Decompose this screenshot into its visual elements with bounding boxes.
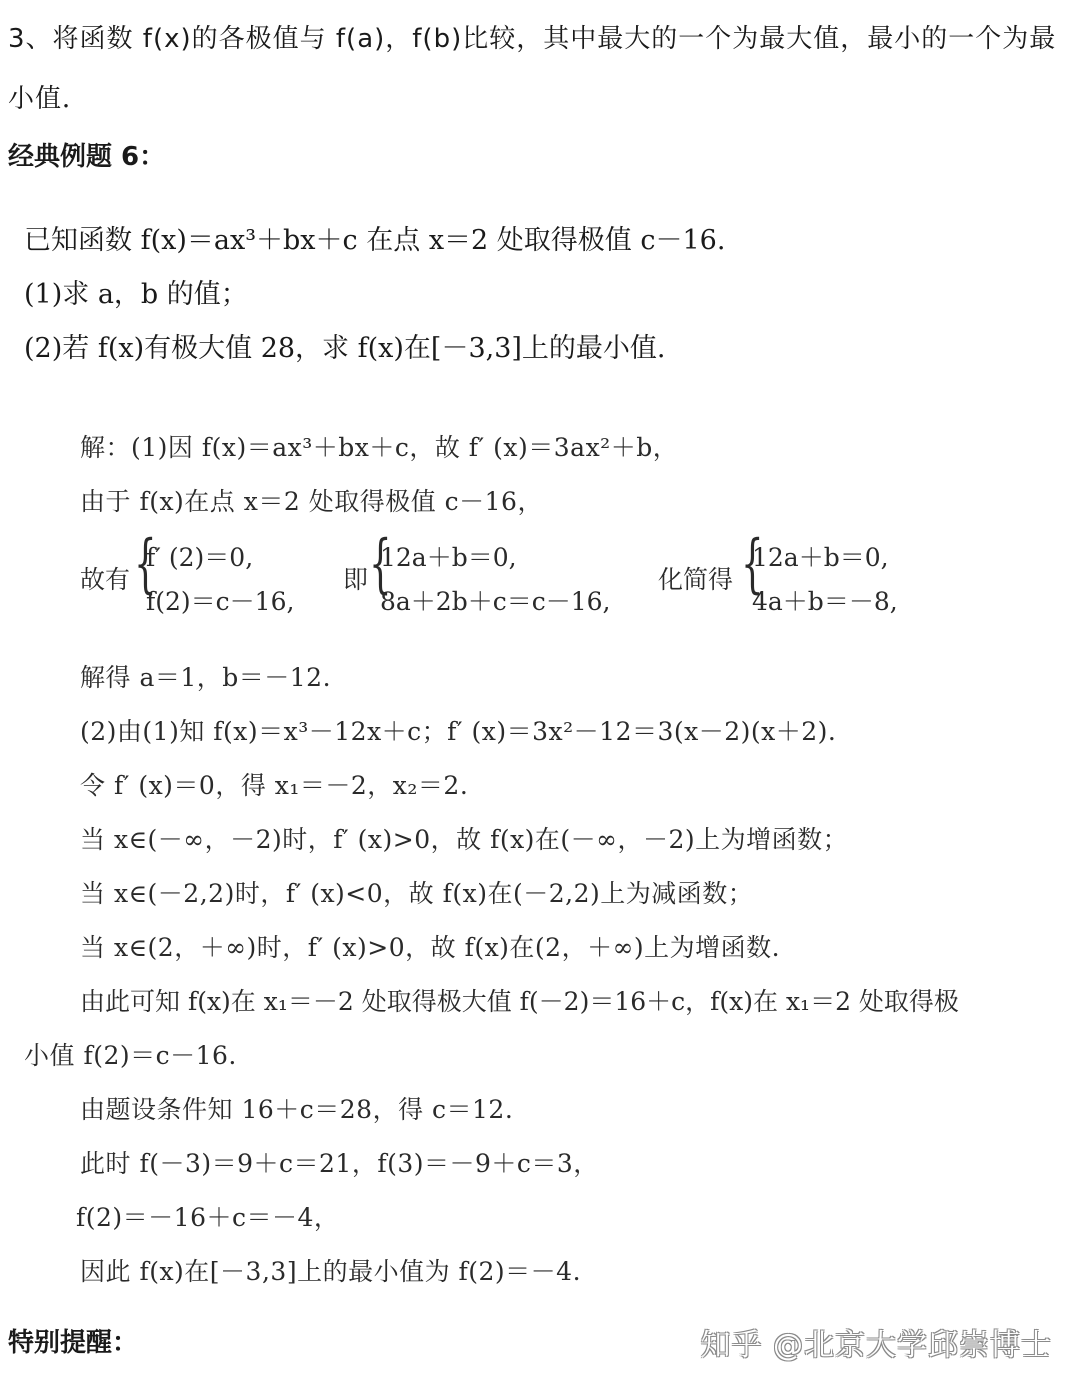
system-3-eq-a: 12a＋b＝0, — [752, 543, 889, 572]
zhihu-watermark: 知乎 @北京大学邱崇博士 — [700, 1328, 1052, 1363]
brace-2: { — [369, 527, 392, 601]
system-1-eq-a: f′ (2)＝0, — [146, 543, 254, 572]
solution-line-13: f(2)＝－16＋c＝－4， — [76, 1203, 340, 1232]
solution-line-5: 令 f′ (x)＝0，得 x₁＝－2，x₂＝2. — [80, 771, 469, 800]
system-label-2: 即 — [343, 565, 369, 594]
intro-line-1: 3、将函数 f(x)的各极值与 f(a)，f(b)比较，其中最大的一个为最大值，最小的一个为最 — [8, 24, 1057, 54]
solution-line-14: 因此 f(x)在[－3,3]上的最小值为 f(2)＝－4. — [80, 1257, 582, 1286]
system-3-eq-b: 4a＋b＝－8, — [752, 587, 898, 616]
problem-line-1: 已知函数 f(x)＝ax³＋bx＋c 在点 x＝2 处取得极值 c－16. — [24, 225, 726, 256]
solution-line-2: 由于 f(x)在点 x＝2 处取得极值 c－16， — [80, 487, 543, 516]
example-heading: 经典例题 6： — [8, 142, 166, 172]
brace-3: { — [741, 527, 764, 601]
solution-line-1: 解：(1)因 f(x)＝ax³＋bx＋c，故 f′ (x)＝3ax²＋b， — [80, 433, 679, 462]
problem-line-2: (1)求 a，b 的值； — [24, 279, 248, 310]
solution-line-9: 由此可知 f(x)在 x₁＝－2 处取得极大值 f(－2)＝16＋c，f(x)在 x₁＝2 处取得极 — [80, 987, 959, 1016]
system-2-eq-a: 12a＋b＝0, — [380, 543, 517, 572]
solution-line-4: (2)由(1)知 f(x)＝x³－12x＋c；f′ (x)＝3x²－12＝3(x－2)(x＋2). — [80, 717, 837, 746]
solution-line-7: 当 x∈(－2,2)时，f′ (x)<0，故 f(x)在(－2,2)上为减函数； — [80, 879, 754, 908]
system-label-3: 化简得 — [658, 565, 734, 594]
solution-line-3: 解得 a＝1，b＝－12. — [80, 663, 332, 692]
system-1-eq-b: f(2)＝c－16, — [146, 587, 295, 616]
system-label-1: 故有 — [80, 565, 131, 594]
brace-1: { — [134, 527, 157, 601]
solution-line-10: 小值 f(2)＝c－16. — [24, 1041, 237, 1070]
solution-line-11: 由题设条件知 16＋c＝28，得 c＝12. — [80, 1095, 514, 1124]
intro-line-2: 小值． — [8, 84, 90, 114]
special-reminder-heading: 特别提醒： — [8, 1328, 139, 1358]
problem-line-3: (2)若 f(x)有极大值 28，求 f(x)在[－3,3]上的最小值. — [24, 333, 666, 364]
solution-line-8: 当 x∈(2，＋∞)时，f′ (x)>0，故 f(x)在(2，＋∞)上为增函数. — [80, 933, 781, 962]
solution-line-12: 此时 f(－3)＝9＋c＝21，f(3)＝－9＋c＝3， — [80, 1149, 599, 1178]
solution-line-6: 当 x∈(－∞，－2)时，f′ (x)>0，故 f(x)在(－∞，－2)上为增函数； — [80, 825, 849, 854]
system-2-eq-b: 8a＋2b＋c＝c－16, — [380, 587, 611, 616]
